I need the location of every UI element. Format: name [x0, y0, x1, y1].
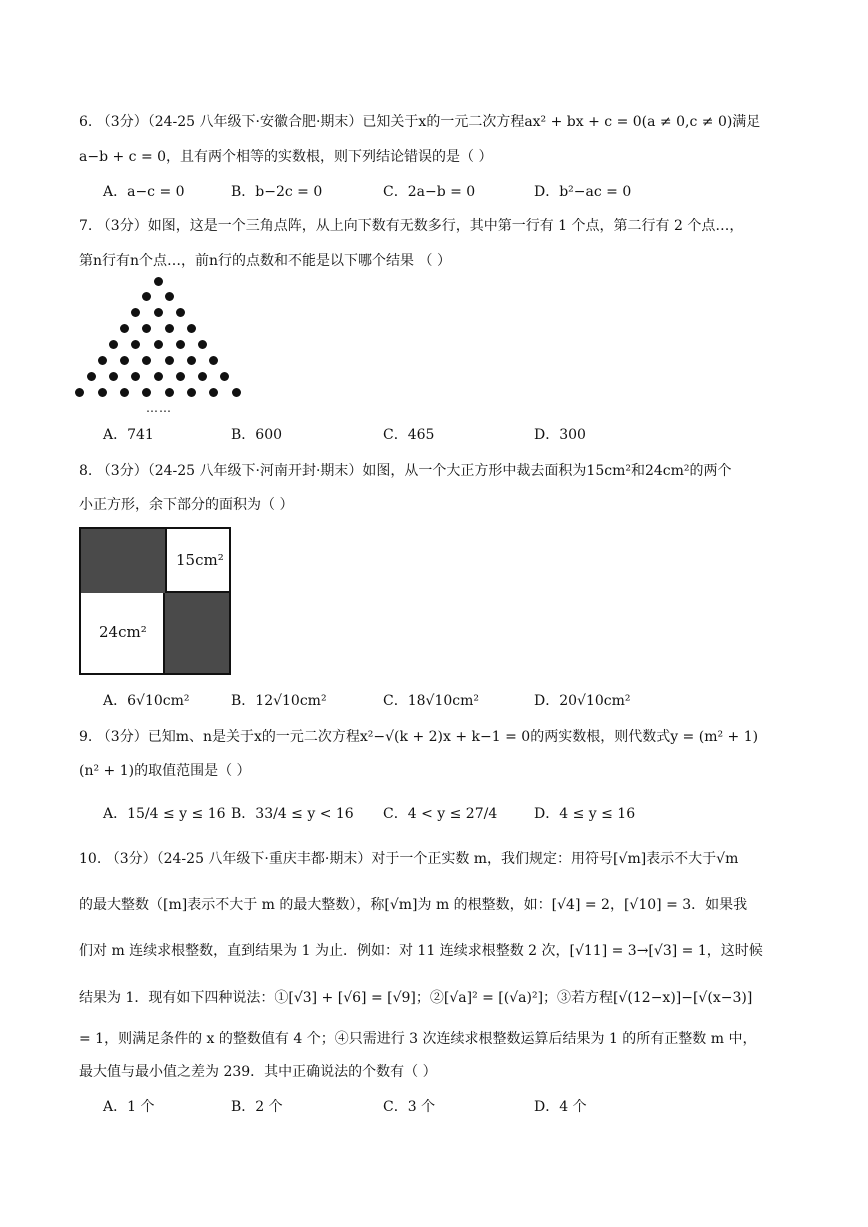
triangle-dot [198, 340, 207, 349]
q10-choice-c[interactable]: C．3 个 [383, 1099, 436, 1115]
q10-choice-d[interactable]: D．4 个 [534, 1099, 587, 1115]
triangle-dot [120, 388, 129, 397]
q10-stem-line3: 们对 m 连续求根整数，直到结果为 1 为止．例如：对 11 连续求根整数 2 次，[√11] = 3→[√3] = 1，这时候 [79, 943, 763, 959]
triangle-dot [120, 324, 129, 333]
q10-stem-line5: = 1，则满足条件的 x 的整数值有 4 个；④只需进行 3 次连续求根整数运算后结果为 1 的所有正整数 m 中， [79, 1031, 757, 1047]
q6-choice-a[interactable]: A．a−c = 0 [103, 184, 185, 200]
small-square-label: 15cm² [176, 551, 224, 569]
triangle-dot [131, 308, 140, 317]
triangle-dot [176, 308, 185, 317]
q9-choice-b[interactable]: B．33/4 ≤ y < 16 [231, 806, 354, 822]
triangle-dot [98, 356, 107, 365]
q7-stem-line1: 7. （3分）如图，这是一个三角点阵，从上向下数有无数多行，其中第一行有 1 个点，第二行有 2 个点…， [79, 218, 744, 234]
triangle-dot [154, 340, 163, 349]
q9-stem-line2: (n² + 1)的取值范围是（ ） [79, 763, 251, 779]
triangle-dot [187, 356, 196, 365]
q8-choice-d[interactable]: D．20√10cm² [534, 693, 631, 709]
q10-choices [103, 1096, 803, 1118]
q10-stem-line1: 10. （3分）（24-25 八年级下·重庆丰都·期末）对于一个正实数 m，我们规定：用符号[√m]表示不大于√m [79, 851, 739, 867]
triangle-dot [165, 356, 174, 365]
triangle-dot [165, 388, 174, 397]
triangle-dot [154, 308, 163, 317]
q9-choice-d[interactable]: D．4 ≤ y ≤ 16 [534, 806, 636, 822]
q10-stem-line6: 最大值与最小值之差为 239．其中正确说法的个数有（ ） [79, 1064, 437, 1080]
triangle-dot [87, 372, 96, 381]
large-square [81, 593, 165, 673]
cutout-bottom-right [165, 593, 229, 673]
q8-stem-line2: 小正方形，余下部分的面积为（ ） [79, 497, 294, 513]
triangle-dot [187, 324, 196, 333]
triangle-dot [220, 372, 229, 381]
q6-stem-line1: 6. （3分）（24-25 八年级下·安徽合肥·期末）已知关于x的一元二次方程ax² + bx + c = 0(a ≠ 0,c ≠ 0)满足 [79, 114, 761, 130]
triangle-dot [142, 388, 151, 397]
triangle-dot [154, 372, 163, 381]
q6-stem-line2: a−b + c = 0，且有两个相等的实数根，则下列结论错误的是（ ） [79, 149, 493, 165]
q7-choices [103, 424, 803, 446]
triangle-dot [109, 372, 118, 381]
triangle-dot [165, 324, 174, 333]
q8-choices [103, 690, 803, 712]
triangle-dot [142, 324, 151, 333]
q9-choices [103, 803, 803, 825]
q7-choice-a[interactable]: A．741 [103, 427, 154, 443]
q6-choices [103, 181, 803, 203]
q10-stem-line4: 结果为 1．现有如下四种说法：①[√3] + [√6] = [√9]；②[√a]² = [(√a)²]；③若方程[√(12−x)]−[√(x−3)] [79, 990, 753, 1006]
triangle-dot [154, 277, 163, 286]
q10-stem-line2: 的最大整数（[m]表示不大于 m 的最大整数），称[√m]为 m 的根整数，如：[√4] = 2，[√10] = 3．如果我 [79, 897, 748, 913]
square-figure [79, 527, 231, 675]
triangle-dot [209, 356, 218, 365]
q10-choice-b[interactable]: B．2 个 [231, 1099, 283, 1115]
triangle-dot [232, 388, 241, 397]
q8-stem-line1: 8. （3分）（24-25 八年级下·河南开封·期末）如图，从一个大正方形中裁去面积为15cm²和24cm²的两个 [79, 463, 732, 479]
q9-stem-line1: 9. （3分）已知m、n是关于x的一元二次方程x²−√(k + 2)x + k−1 = 0的两实数根，则代数式y = (m² + 1) [79, 729, 759, 745]
cutout-top-left [81, 529, 165, 593]
q7-choice-c[interactable]: C．465 [383, 427, 435, 443]
triangle-dot [120, 356, 129, 365]
q7-figure-ellipsis: …… [146, 401, 172, 415]
small-square [165, 529, 229, 593]
triangle-dot [209, 388, 218, 397]
q8-choice-c[interactable]: C．18√10cm² [383, 693, 479, 709]
q6-choice-b[interactable]: B．b−2c = 0 [231, 184, 323, 200]
triangle-dot [75, 388, 84, 397]
triangle-dot [142, 292, 151, 301]
q8-choice-b[interactable]: B．12√10cm² [231, 693, 327, 709]
triangle-dot [131, 372, 140, 381]
triangle-dot [142, 356, 151, 365]
large-square-label: 24cm² [99, 623, 147, 641]
triangle-dot [109, 340, 118, 349]
q10-choice-a[interactable]: A．1 个 [103, 1099, 155, 1115]
triangle-dot [176, 372, 185, 381]
q6-choice-c[interactable]: C．2a−b = 0 [383, 184, 476, 200]
triangle-dot [176, 340, 185, 349]
q9-choice-c[interactable]: C．4 < y ≤ 27/4 [383, 806, 498, 822]
triangle-dot [198, 372, 207, 381]
triangle-dot [187, 388, 196, 397]
triangle-dot [98, 388, 107, 397]
q8-choice-a[interactable]: A．6√10cm² [103, 693, 190, 709]
q7-stem-line2: 第n行有n个点…，前n行的点数和不能是以下哪个结果 （ ） [79, 253, 451, 269]
triangle-dot [165, 292, 174, 301]
triangle-dot [131, 340, 140, 349]
q6-choice-d[interactable]: D．b²−ac = 0 [534, 184, 632, 200]
q7-choice-d[interactable]: D．300 [534, 427, 586, 443]
q9-choice-a[interactable]: A．15/4 ≤ y ≤ 16 [103, 806, 226, 822]
q7-choice-b[interactable]: B．600 [231, 427, 283, 443]
